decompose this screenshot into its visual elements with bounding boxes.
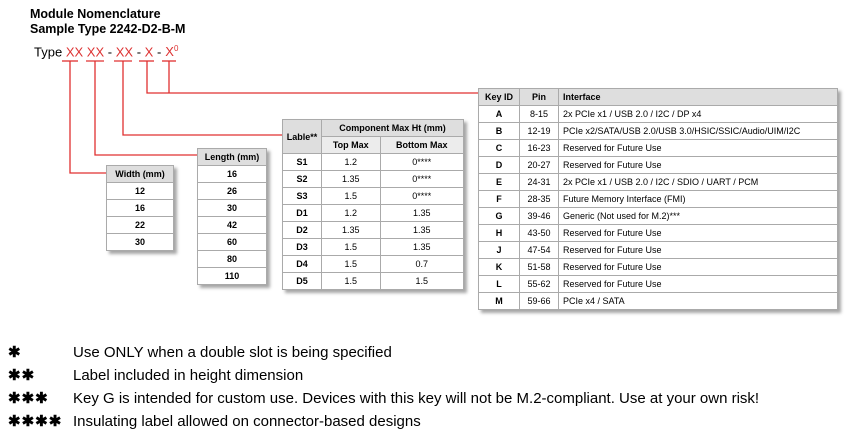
- length-table: [197, 148, 267, 285]
- bottom-max-header: Bottom Max: [380, 137, 463, 154]
- label-id: D2: [283, 222, 322, 239]
- key-interface: Reserved for Future Use: [559, 225, 838, 242]
- length-cell: 80: [198, 251, 267, 268]
- length-cell: 16: [198, 166, 267, 183]
- key-interface: Reserved for Future Use: [559, 140, 838, 157]
- width-table: [106, 165, 174, 251]
- width-cell: 12: [107, 183, 174, 200]
- key-pin: 47-54: [520, 242, 559, 259]
- key-interface: Reserved for Future Use: [559, 242, 838, 259]
- key-id: E: [479, 174, 520, 191]
- key-pin: 28-35: [520, 191, 559, 208]
- top-max-value: 1.5: [322, 188, 381, 205]
- key-interface: 2x PCIe x1 / USB 2.0 / I2C / SDIO / UART / PCM: [559, 174, 838, 191]
- key-interface: 2x PCIe x1 / USB 2.0 / I2C / DP x4: [559, 106, 838, 123]
- key-pin: 8-15: [520, 106, 559, 123]
- type-field-width: XX: [65, 44, 84, 60]
- length-cell: 110: [198, 268, 267, 285]
- key-pin: 12-19: [520, 123, 559, 140]
- interface-header: Interface: [559, 89, 838, 106]
- footnote: [8, 389, 759, 407]
- footnote-symbol: ✱✱: [8, 367, 36, 384]
- bottom-max-value: 1.35: [380, 205, 463, 222]
- bottom-max-value: 0****: [380, 171, 463, 188]
- top-max-value: 1.5: [322, 273, 381, 290]
- type-field-length: XX: [86, 44, 105, 60]
- width-cell: 22: [107, 217, 174, 234]
- line-width: [70, 61, 106, 173]
- type-separator: -: [156, 44, 162, 60]
- sample-type: Sample Type 2242-D2-B-M: [30, 22, 186, 36]
- key-pin: 43-50: [520, 225, 559, 242]
- footnote-symbol: ✱✱✱✱: [8, 413, 63, 430]
- footnote: [8, 412, 421, 430]
- label-id: S2: [283, 171, 322, 188]
- length-cell: 26: [198, 183, 267, 200]
- key-pin: 51-58: [520, 259, 559, 276]
- top-max-value: 1.5: [322, 239, 381, 256]
- key-pin: 55-62: [520, 276, 559, 293]
- key-id: M: [479, 293, 520, 310]
- key-interface: Reserved for Future Use: [559, 276, 838, 293]
- type-prefix: Type: [34, 44, 63, 60]
- key-pin: 24-31: [520, 174, 559, 191]
- width-cell: 30: [107, 234, 174, 251]
- width-header: Width (mm): [107, 166, 174, 183]
- top-max-value: 1.2: [322, 154, 381, 171]
- key-pin: 16-23: [520, 140, 559, 157]
- key-table: [478, 88, 838, 310]
- key-id: J: [479, 242, 520, 259]
- footnote-text: Key G is intended for custom use. Devices with this key will not be M.2-compliant. Use at your own risk!: [73, 390, 760, 407]
- type-separator: -: [136, 44, 142, 60]
- key-id: A: [479, 106, 520, 123]
- label-id: D5: [283, 273, 322, 290]
- key-id: K: [479, 259, 520, 276]
- footnote-text: Insulating label allowed on connector-based designs: [73, 413, 421, 430]
- label-id: S3: [283, 188, 322, 205]
- line-key: [147, 61, 478, 93]
- label-id: S1: [283, 154, 322, 171]
- pin-header: Pin: [520, 89, 559, 106]
- line-length: [95, 61, 197, 155]
- key-interface: Future Memory Interface (FMI): [559, 191, 838, 208]
- key-id: L: [479, 276, 520, 293]
- length-header: Length (mm): [198, 149, 267, 166]
- page-title: Module Nomenclature: [30, 7, 161, 21]
- key-interface: PCIe x2/SATA/USB 2.0/USB 3.0/HSIC/SSIC/Audio/UIM/I2C: [559, 123, 838, 140]
- key-interface: PCIe x4 / SATA: [559, 293, 838, 310]
- key-id: D: [479, 157, 520, 174]
- type-separator: -: [107, 44, 113, 60]
- footnote-symbol: ✱: [8, 344, 22, 361]
- top-max-value: 1.35: [322, 222, 381, 239]
- label-id: D3: [283, 239, 322, 256]
- type-field-key1: X: [144, 44, 154, 60]
- label-id: D1: [283, 205, 322, 222]
- length-cell: 60: [198, 234, 267, 251]
- top-max-value: 1.5: [322, 256, 381, 273]
- bottom-max-value: 0****: [380, 154, 463, 171]
- key-id: B: [479, 123, 520, 140]
- type-field-label: XX: [115, 44, 134, 60]
- key-id-header: Key ID: [479, 89, 520, 106]
- bottom-max-value: 1.35: [380, 222, 463, 239]
- key-id: G: [479, 208, 520, 225]
- key-pin: 20-27: [520, 157, 559, 174]
- label-header: Lable**: [283, 120, 322, 154]
- key-id: C: [479, 140, 520, 157]
- key-interface: Reserved for Future Use: [559, 259, 838, 276]
- top-max-value: 1.2: [322, 205, 381, 222]
- width-cell: 16: [107, 200, 174, 217]
- key-id: F: [479, 191, 520, 208]
- length-cell: 30: [198, 200, 267, 217]
- bottom-max-value: 0.7: [380, 256, 463, 273]
- footnote-text: Label included in height dimension: [73, 367, 304, 384]
- length-cell: 42: [198, 217, 267, 234]
- footnote-text: Use ONLY when a double slot is being specified: [73, 344, 392, 361]
- key-interface: Reserved for Future Use: [559, 157, 838, 174]
- top-max-value: 1.35: [322, 171, 381, 188]
- bottom-max-value: 0****: [380, 188, 463, 205]
- footnote-symbol: ✱✱✱: [8, 390, 49, 407]
- key-interface: Generic (Not used for M.2)***: [559, 208, 838, 225]
- label-id: D4: [283, 256, 322, 273]
- bottom-max-value: 1.35: [380, 239, 463, 256]
- type-field-key2: X: [165, 44, 174, 60]
- type-superscript: 0: [173, 44, 179, 53]
- label-table: [282, 119, 464, 290]
- key-pin: 39-46: [520, 208, 559, 225]
- key-pin: 59-66: [520, 293, 559, 310]
- key-id: H: [479, 225, 520, 242]
- top-max-header: Top Max: [322, 137, 381, 154]
- component-height-header: Component Max Ht (mm): [322, 120, 464, 137]
- footnote: [8, 343, 392, 361]
- footnote: [8, 366, 303, 384]
- bottom-max-value: 1.5: [380, 273, 463, 290]
